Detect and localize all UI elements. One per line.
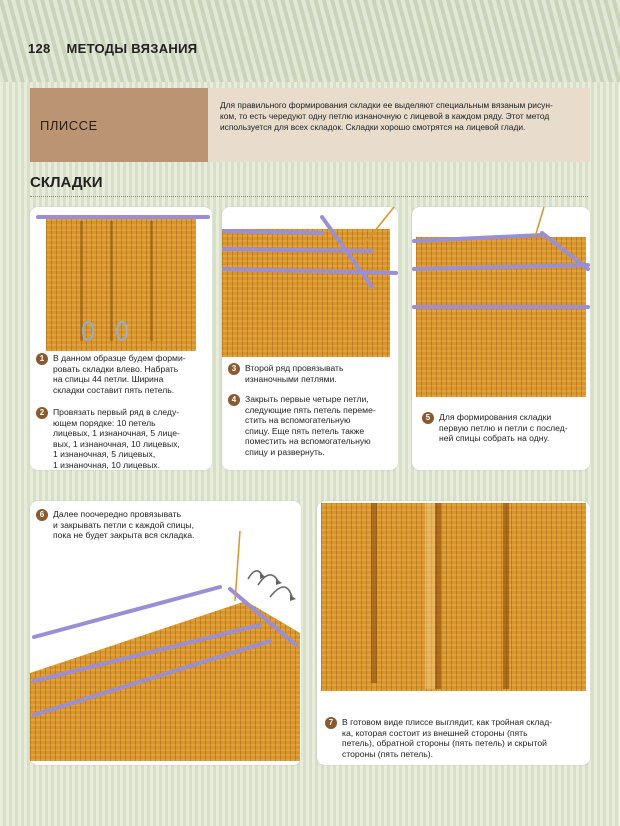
step-2 — [36, 407, 208, 471]
page-header — [28, 41, 197, 56]
panel-step-5 — [412, 207, 590, 470]
intro-title: ПЛИССЕ — [30, 88, 208, 162]
intro-box — [30, 88, 590, 162]
step-badge: 2 — [36, 407, 48, 419]
section-divider — [30, 196, 588, 197]
step-5 — [422, 412, 586, 444]
step-text: Для формирования складки первую петлю и петли с послед- ней спицы собрать на одну. — [439, 412, 568, 444]
step-4 — [228, 394, 394, 458]
step-1 — [36, 353, 208, 395]
step-badge: 4 — [228, 394, 240, 406]
running-section-title: МЕТОДЫ ВЯЗАНИЯ — [66, 41, 198, 56]
step-text: Провязать первый ряд в следу- ющем порядке: 10 петель лицевых, 1 изнаночная, 5 лице- вых, 1 изнаночная, 10 лицевых, 1 изнаночная, 5 лицевых, 1 изнаночная, 10 лицевых. — [53, 407, 180, 470]
panel-steps-1-2 — [30, 207, 212, 470]
step-badge: 3 — [228, 363, 240, 375]
step-text: В готовом виде плиссе выглядит, как тройная склад- ка, которая состоит из внешней стороны (пять петель), обратной стороны (пять петель) и скрытой стороны (пять петель). — [342, 717, 553, 759]
step-text: Далее поочередно провязывать и закрывать петли с каждой спицы, пока не будет закрыта вся складка. — [53, 509, 195, 541]
panel-steps-3-4 — [222, 207, 398, 470]
step-7 — [325, 717, 587, 759]
needle-illustration-2 — [222, 207, 398, 367]
step-badge: 6 — [36, 509, 48, 521]
step-3 — [228, 363, 394, 384]
step-badge: 5 — [422, 412, 434, 424]
step-badge: 7 — [325, 717, 337, 729]
step-text: Закрыть первые четыре петли, следующие пять петель переме- стить на вспомогательную спицу. Еще пять петель также поместить на вспомогательную спицу и развернуть. — [245, 394, 376, 457]
intro-text: Для правильного формирования складки ее выделяют специальным вязаным рисун- ком, то есть чередуют одну петлю изнаночную с лицевой в каждом ряду. Этот метод используется для всех складок. Складки хорошо смотрятся на лицевой глади. — [208, 88, 590, 162]
rotation-arrows-icon — [30, 501, 301, 765]
panel-step-7 — [317, 501, 590, 765]
needle-illustration-1 — [30, 207, 212, 367]
step-text: Второй ряд провязывать изнаночными петлями. — [245, 363, 344, 384]
panel-step-6 — [30, 501, 301, 765]
pleat-fold-lines — [317, 501, 590, 701]
page-number: 128 — [28, 41, 51, 56]
step-text: В данном образце будем форми- ровать складки влево. Набрать на спицы 44 петли. Ширина складки составит пять петель. — [53, 353, 186, 395]
step-badge: 1 — [36, 353, 48, 365]
needle-illustration-3 — [412, 207, 590, 407]
section-title: СКЛАДКИ — [30, 174, 103, 191]
